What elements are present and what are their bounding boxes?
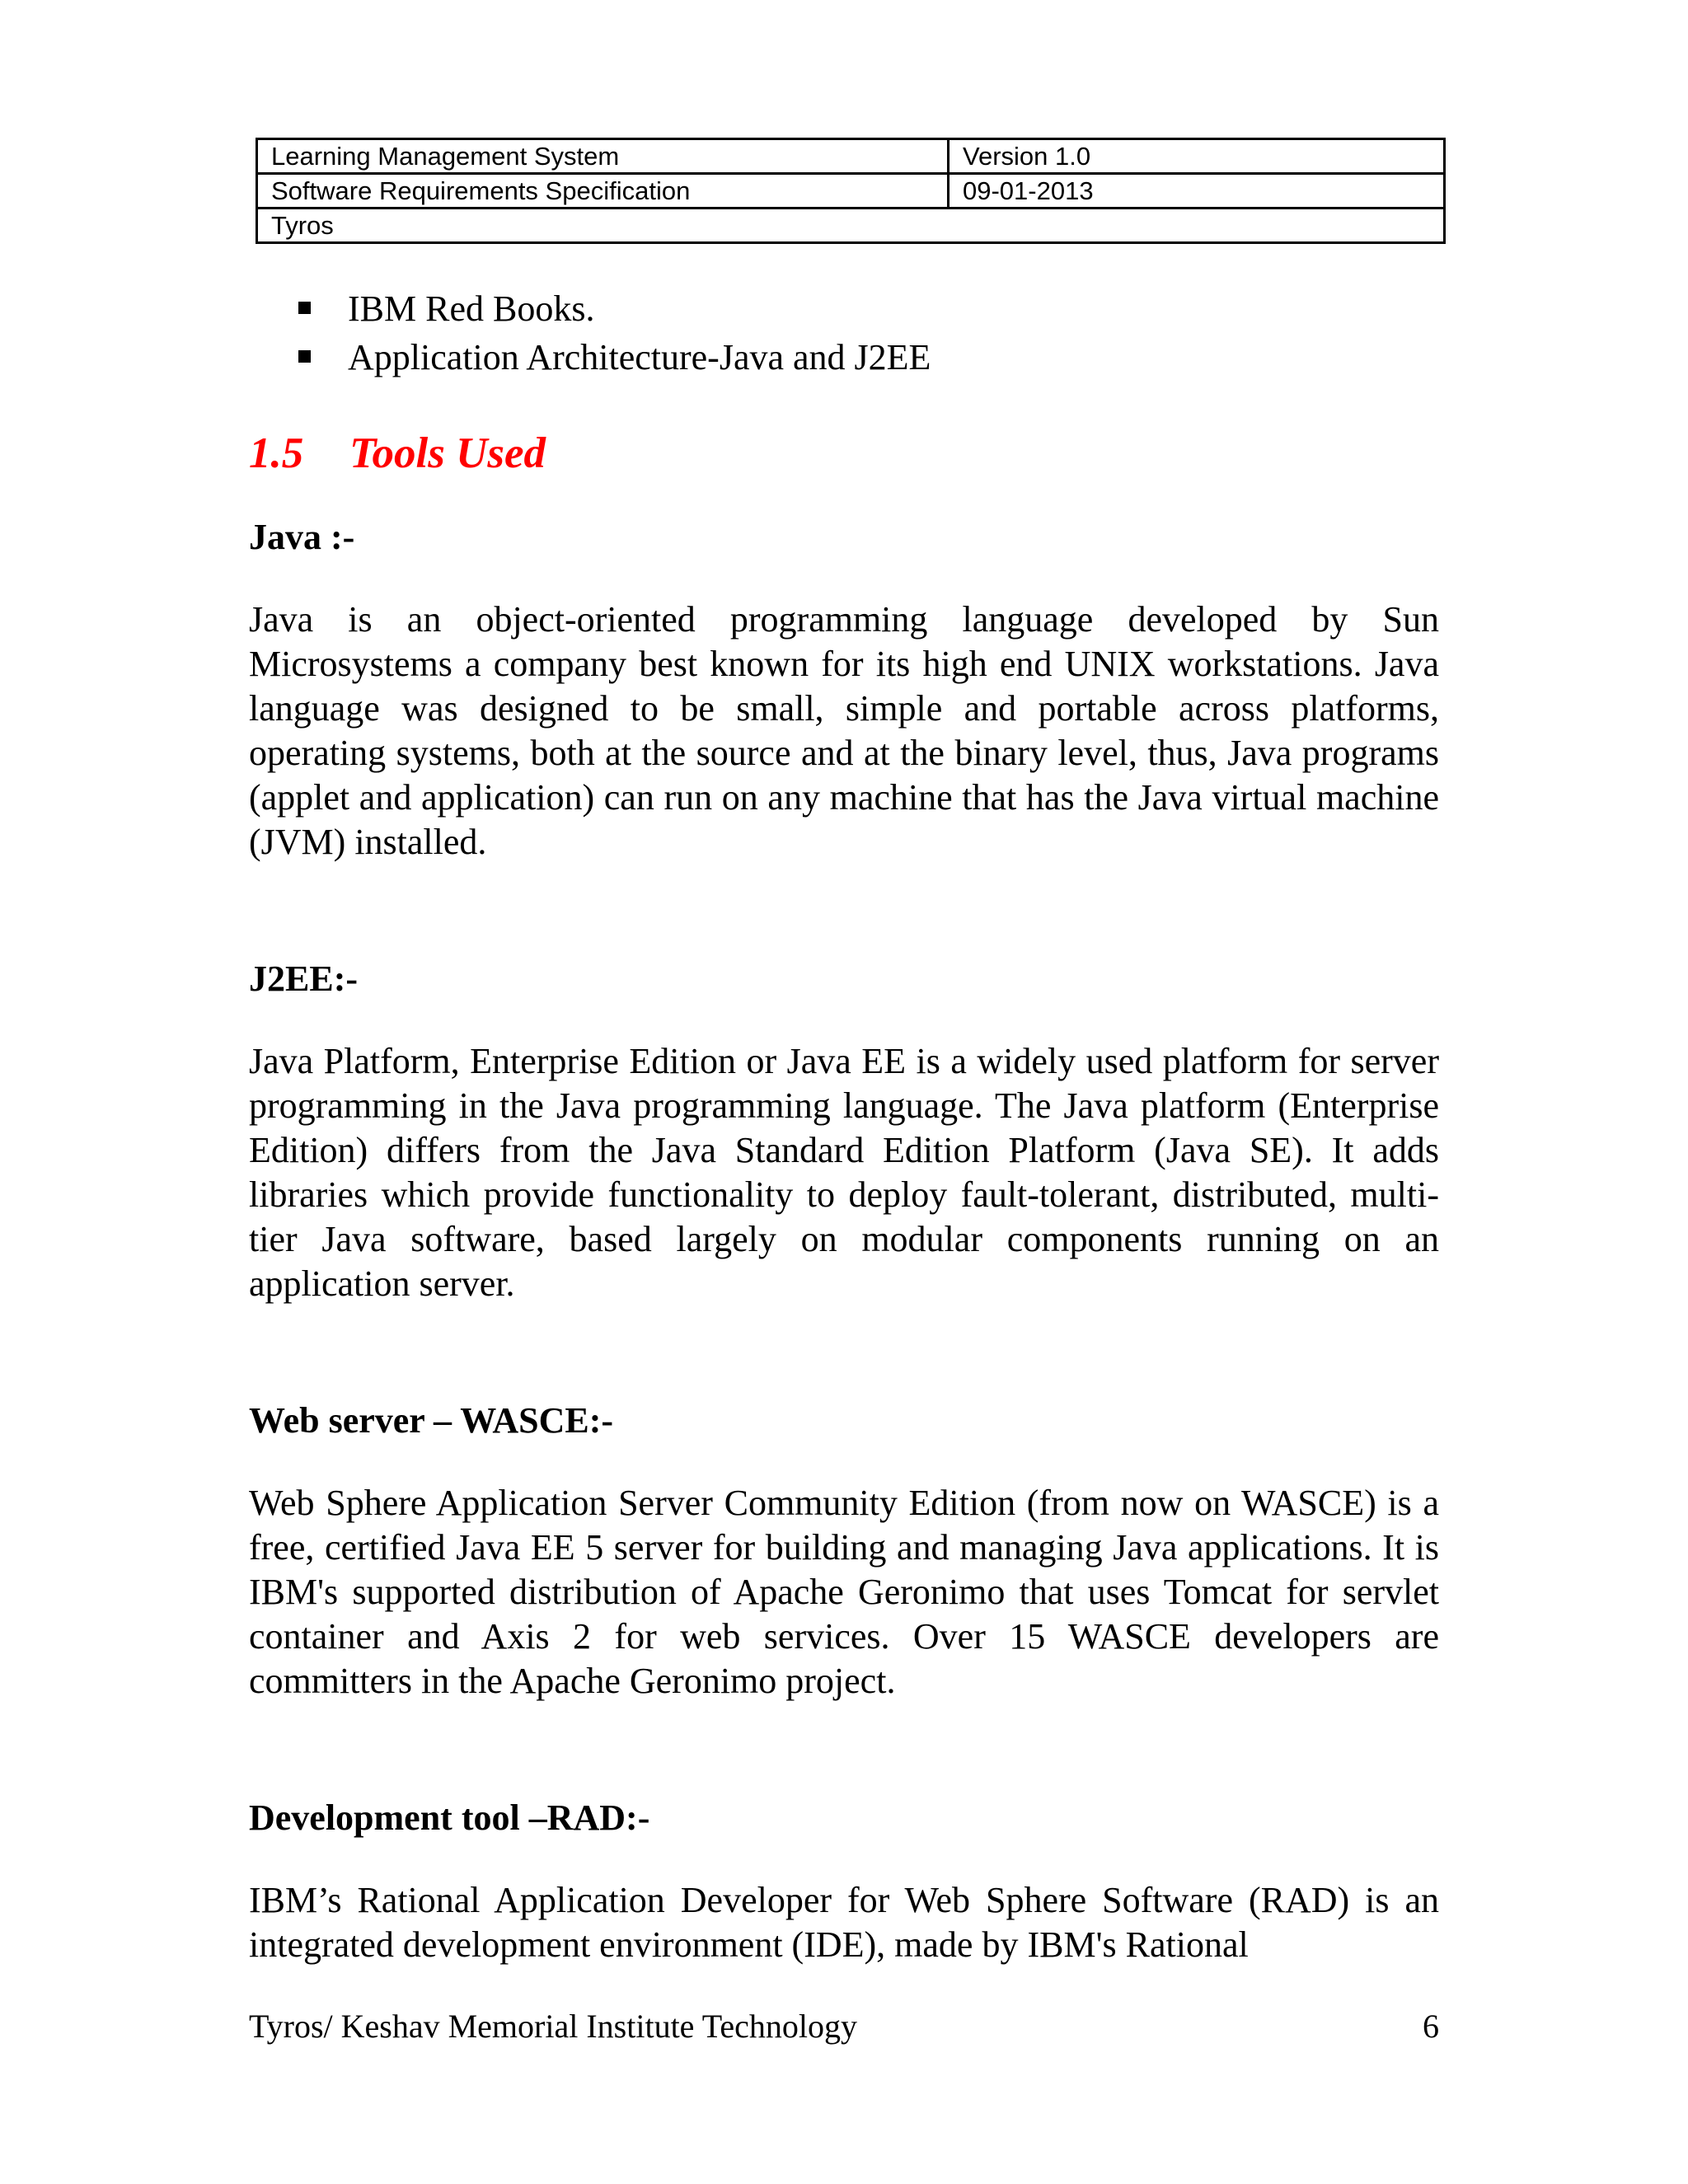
paragraph-web-server: Web Sphere Application Server Community Edition (from now on WASCE) is a free, certified Java EE 5 server for building and managing Java applications. It is IBM's supported distribution of Apache Geronimo that uses Tomcat for servlet container and Axis 2 for web services. Over 15 WASCE developers are committers in the Apache Geronimo project.: [249, 1483, 1439, 1701]
header-row: [257, 174, 1445, 209]
page-footer: [249, 2006, 1439, 2047]
header-row: [257, 209, 1445, 243]
reference-list: [249, 284, 1439, 382]
list-item-text: IBM Red Books.: [348, 288, 595, 329]
section-heading: [249, 424, 1439, 482]
header-document-type: Software Requirements Specification: [257, 174, 949, 209]
subsection-heading-java: Java :-: [249, 517, 355, 557]
subsection-heading-j2ee: J2EE:-: [249, 958, 358, 999]
page-number: 6: [1423, 2008, 1439, 2045]
section-title: Tools Used: [349, 429, 546, 477]
footer-text: Tyros/ Keshav Memorial Institute Technology: [249, 2008, 857, 2045]
square-bullet-icon: [298, 302, 311, 314]
list-item: [249, 333, 1439, 382]
paragraph-development-tool: IBM’s Rational Application Developer for Web Sphere Software (RAD) is an integrated development environment (IDE), made by IBM's Rational: [249, 1880, 1439, 1965]
header-version: Version 1.0: [949, 139, 1445, 174]
paragraph-java: Java is an object-oriented programming language developed by Sun Microsystems a company best known for its high end UNIX workstations. Java language was designed to be small, simple and portable across platforms, operating systems, both at the source and at the binary level, thus, Java programs (applet and application) can run on any machine that has the Java virtual machine (JVM) installed.: [249, 599, 1439, 862]
section-number: 1.5: [249, 429, 304, 477]
header-date: 09-01-2013: [949, 174, 1445, 209]
paragraph-j2ee: Java Platform, Enterprise Edition or Java EE is a widely used platform for server programming in the Java programming language. The Java platform (Enterprise Edition) differs from the Java Standard Edition Platform (Java SE). It adds libraries which provide functionality to deploy fault-tolerant, distributed, multi-tier Java software, based largely on modular components running on an application server.: [249, 1041, 1439, 1304]
square-bullet-icon: [298, 350, 311, 363]
document-body: [249, 284, 1439, 1967]
header-project-name: Learning Management System: [257, 139, 949, 174]
header-row: [257, 139, 1445, 174]
subsection-heading-development-tool: Development tool –RAD:-: [249, 1797, 650, 1838]
list-item-text: Application Architecture-Java and J2EE: [348, 337, 931, 377]
subsection-heading-web-server: Web server – WASCE:-: [249, 1400, 614, 1441]
document-header-table: [256, 138, 1446, 244]
header-team-name: Tyros: [257, 209, 1445, 243]
list-item: [249, 284, 1439, 333]
